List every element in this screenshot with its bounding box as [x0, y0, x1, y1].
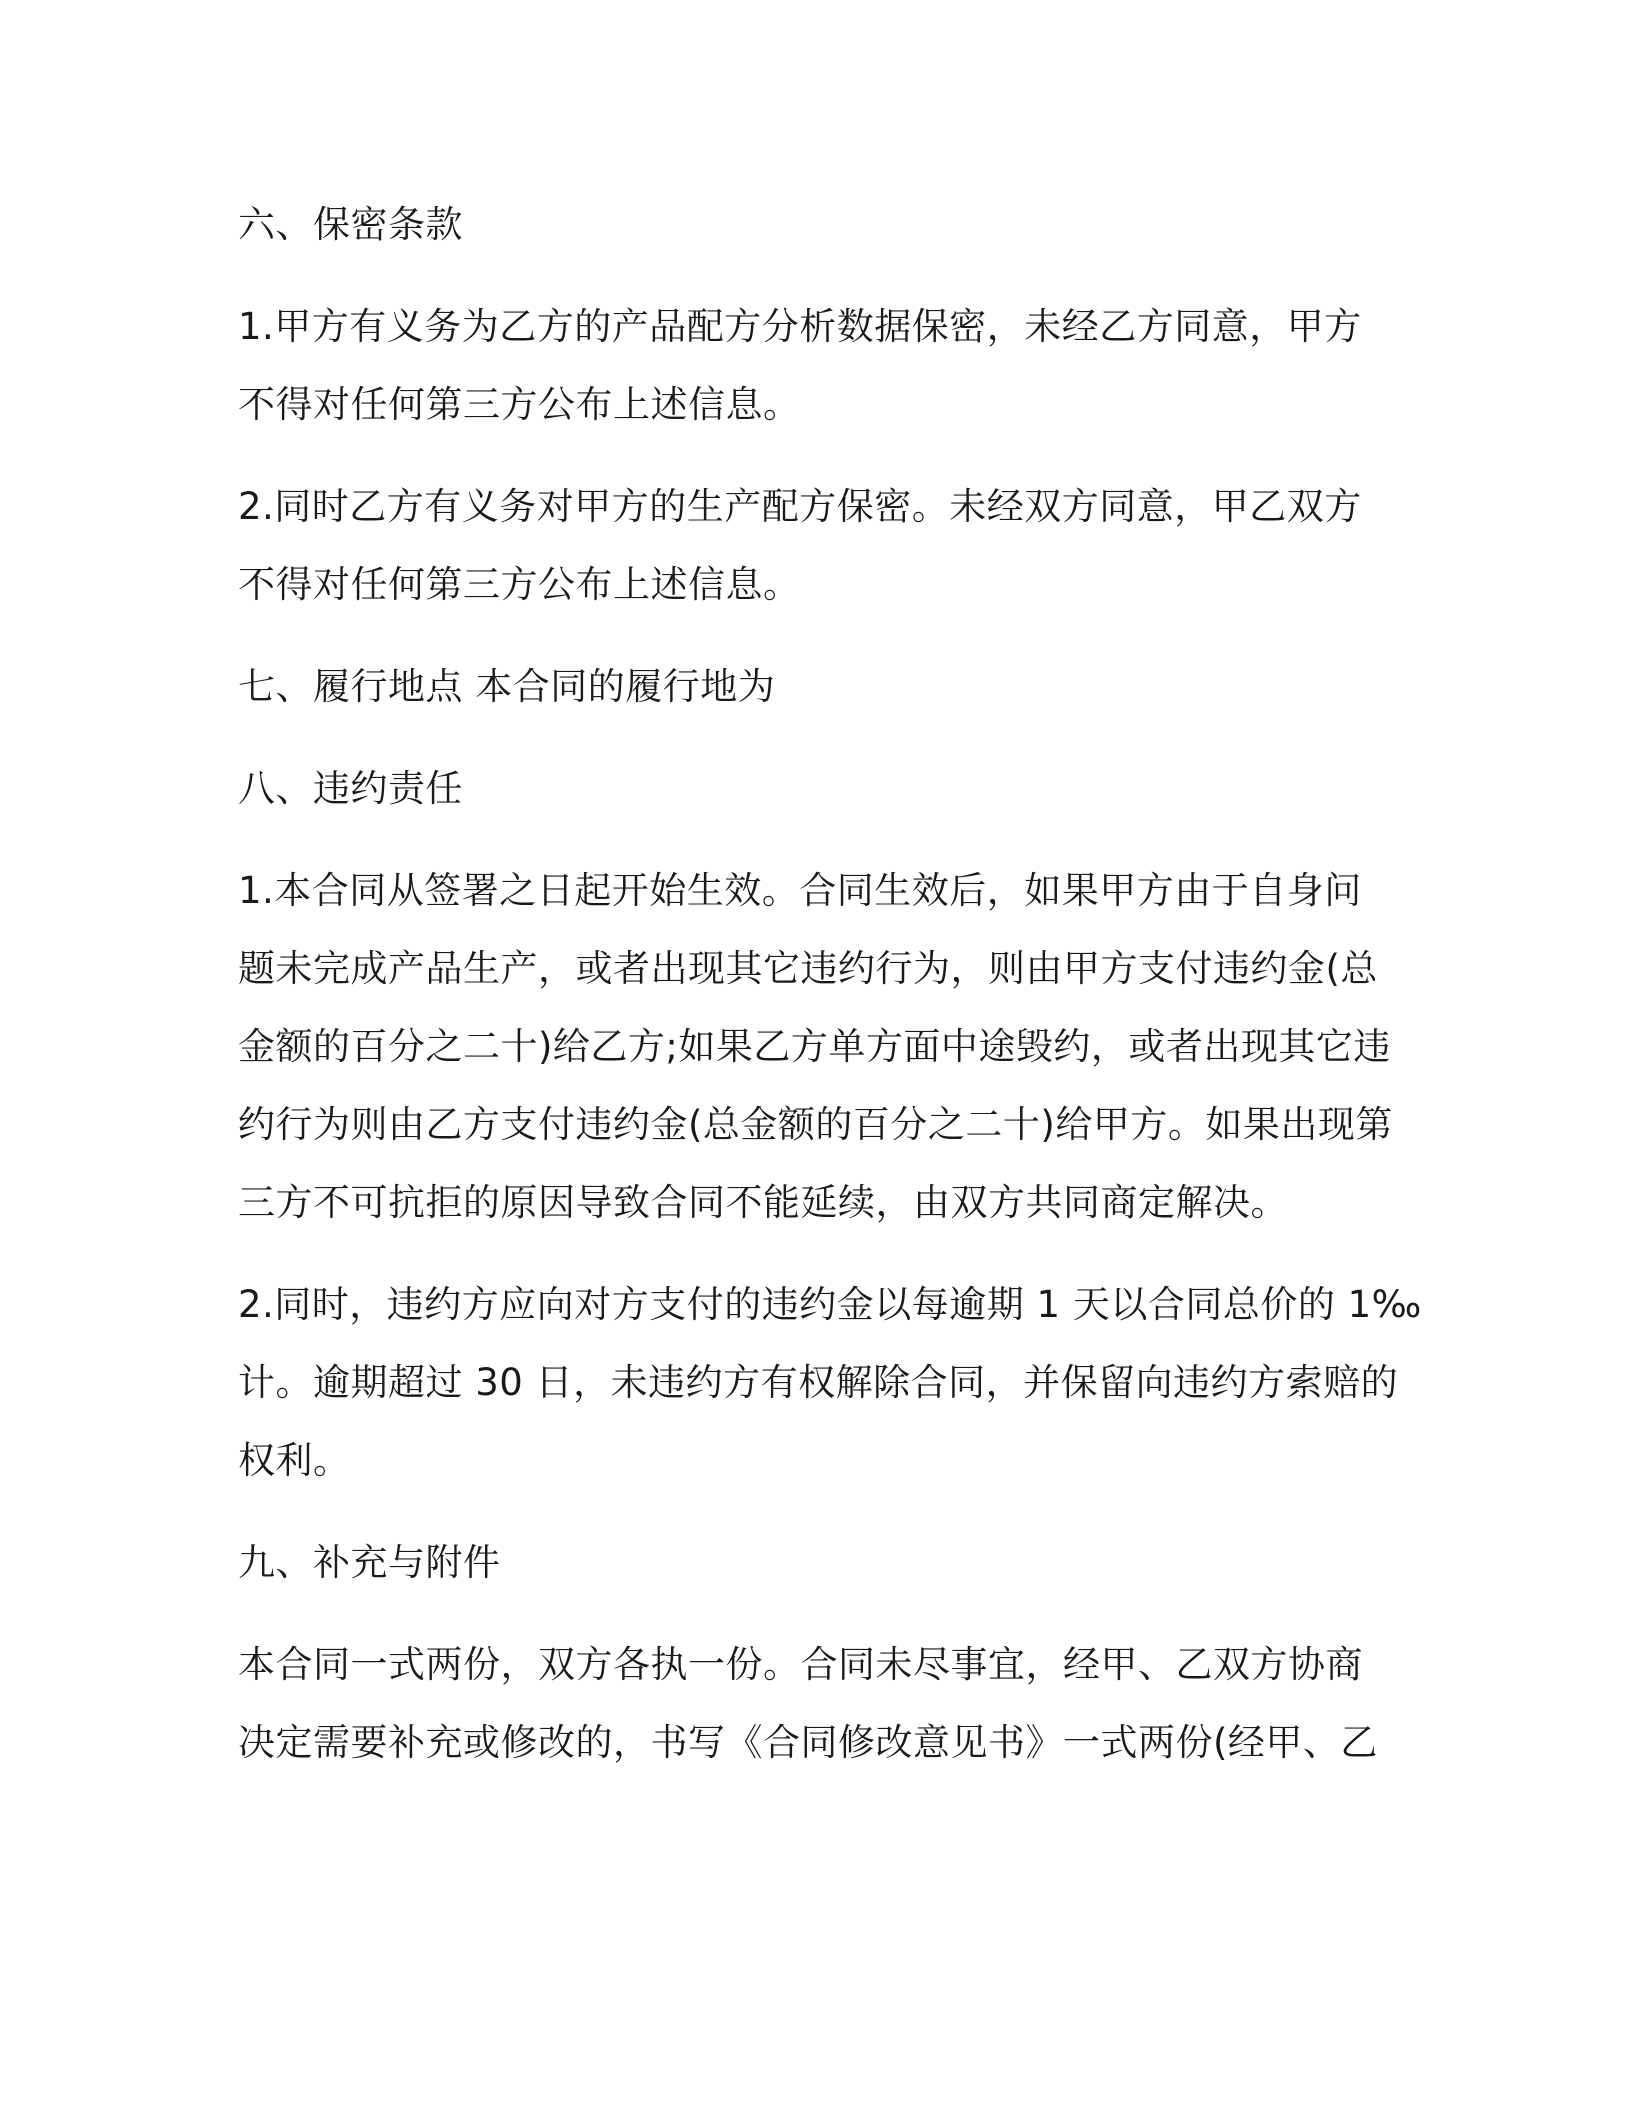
paragraph-line: 2.同时乙方有义务对甲方的生产配方保密。未经双方同意，甲乙双方	[238, 485, 1362, 528]
paragraph-line: 权利。	[238, 1439, 351, 1482]
section-heading-supplements	[238, 1524, 1398, 1602]
heading-text: 九、补充与附件	[238, 1541, 501, 1584]
heading-text: 六、保密条款	[238, 203, 463, 246]
heading-text: 七、履行地点 本合同的履行地为	[238, 665, 776, 708]
paragraph-line: 1.甲方有义务为乙方的产品配方分析数据保密，未经乙方同意，甲方	[238, 305, 1362, 348]
document-body	[238, 186, 1422, 1806]
section-heading-breach-liability	[238, 750, 1398, 828]
paragraph-line: 计。逾期超过 30 日，未违约方有权解除合同，并保留向违约方索赔的	[238, 1361, 1399, 1404]
heading-text: 八、违约责任	[238, 767, 463, 810]
confidentiality-clause-2	[238, 468, 1398, 624]
paragraph-line: 三方不可抗拒的原因导致合同不能延续，由双方共同商定解决。	[238, 1181, 1288, 1224]
paragraph-line: 本合同一式两份，双方各执一份。合同未尽事宜，经甲、乙双方协商	[238, 1643, 1363, 1686]
paragraph-line: 金额的百分之二十)给乙方;如果乙方单方面中途毁约，或者出现其它违	[238, 1025, 1391, 1068]
breach-clause-2	[238, 1266, 1422, 1500]
section-heading-confidentiality	[238, 186, 1398, 264]
confidentiality-clause-1	[238, 288, 1398, 444]
paragraph-line: 题未完成产品生产，或者出现其它违约行为，则由甲方支付违约金(总	[238, 947, 1378, 990]
section-heading-performance-place	[238, 648, 1398, 726]
paragraph-line: 约行为则由乙方支付违约金(总金额的百分之二十)给甲方。如果出现第	[238, 1103, 1393, 1146]
breach-clause-1	[238, 852, 1398, 1242]
paragraph-line: 1.本合同从签署之日起开始生效。合同生效后，如果甲方由于自身问	[238, 869, 1362, 912]
supplements-paragraph	[238, 1626, 1398, 1782]
paragraph-line: 决定需要补充或修改的，书写《合同修改意见书》一式两份(经甲、乙	[238, 1721, 1378, 1764]
paragraph-line: 2.同时，违约方应向对方支付的违约金以每逾期 1 天以合同总价的 1‰	[238, 1283, 1422, 1326]
paragraph-line: 不得对任何第三方公布上述信息。	[238, 563, 801, 606]
paragraph-line: 不得对任何第三方公布上述信息。	[238, 383, 801, 426]
